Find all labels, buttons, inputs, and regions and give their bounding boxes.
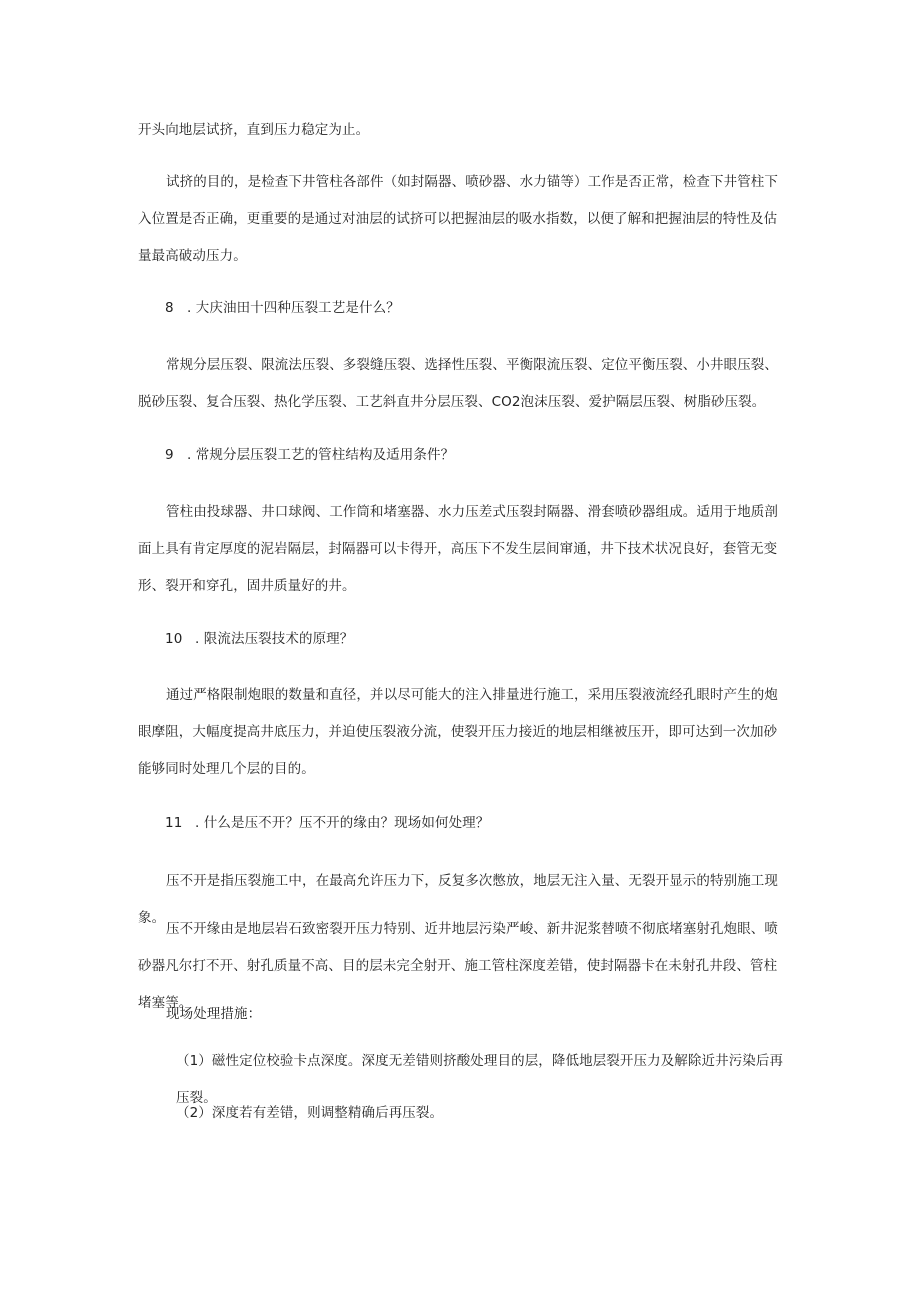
answer-11-paragraph-3: 现场处理措施： bbox=[166, 1006, 262, 1022]
answer-11-item-2: （2）深度若有差错，则调整精确后再压裂。 bbox=[176, 1105, 444, 1121]
question-text: . 常规分层压裂工艺的管柱结构及适用条件？ bbox=[187, 447, 455, 463]
question-number: 10 bbox=[165, 631, 183, 647]
question-text: . 大庆油田十四种压裂工艺是什么？ bbox=[187, 300, 400, 316]
answer-9-paragraph: 管柱由投球器、井口球阀、工作筒和堵塞器、水力压差式压裂封隔器、滑套喷砂器组成。适用于地质剖面上具有肯定厚度的泥岩隔层，封隔器可以卡得开，高压下不发生层间窜通，井下技术状况良好，套管无变形、裂开和穿孔，固井质量好的井。 bbox=[138, 504, 778, 594]
question-8-heading bbox=[165, 290, 815, 327]
question-9-heading bbox=[165, 437, 815, 474]
answer-10-paragraph: 通过严格限制炮眼的数量和直径，并以尽可能大的注入排量进行施工，采用压裂液流经孔眼时产生的炮眼摩阻，大幅度提高井底压力，并迫使压裂液分流，使裂开压力接近的地层相继被压开，即可达到一次加砂能够同时处理几个层的目的。 bbox=[138, 687, 778, 777]
answer-11-item-1: （1）磁性定位校验卡点深度。深度无差错则挤酸处理目的层，降低地层裂开压力及解除近井污染后再压裂。 bbox=[176, 1053, 784, 1106]
answer-8-paragraph: 常规分层压裂、限流法压裂、多裂缝压裂、选择性压裂、平衡限流压裂、定位平衡压裂、小井眼压裂、脱砂压裂、复合压裂、热化学压裂、工艺斜直井分层压裂、CO2泡沫压裂、爱护隔层压裂、树脂砂压裂。 bbox=[138, 357, 778, 410]
question-text: . 限流法压裂技术的原理？ bbox=[195, 631, 354, 647]
answer-11-paragraph-2: 压不开缘由是地层岩石致密裂开压力特别、近井地层污染严峻、新井泥浆替喷不彻底堵塞射孔炮眼、喷砂器凡尔打不开、射孔质量不高、目的层未完全射开、施工管柱深度差错，使封隔器卡在未射孔井段、管柱堵塞等。 bbox=[138, 921, 778, 1011]
answer-11-paragraph-1: 压不开是指压裂施工中，在最高允许压力下，反复多次憋放，地层无注入量、无裂开显示的特别施工现象。 bbox=[138, 873, 778, 926]
question-number: 8 bbox=[165, 300, 174, 316]
question-number: 11 bbox=[165, 815, 183, 831]
question-11-heading bbox=[165, 805, 815, 842]
question-number: 9 bbox=[165, 447, 174, 463]
paragraph-continuation: 开头向地层试挤，直到压力稳定为止。 bbox=[138, 122, 370, 138]
question-10-heading bbox=[165, 621, 815, 658]
question-text: . 什么是压不开？压不开的缘由？现场如何处理？ bbox=[195, 815, 490, 831]
paragraph-squeeze-purpose: 试挤的目的，是检查下井管柱各部件（如封隔器、喷砂器、水力锚等）工作是否正常，检查下井管柱下入位置是否正确，更重要的是通过对油层的试挤可以把握油层的吸水指数，以便了解和把握油层的特性及估量最高破动压力。 bbox=[138, 174, 778, 264]
